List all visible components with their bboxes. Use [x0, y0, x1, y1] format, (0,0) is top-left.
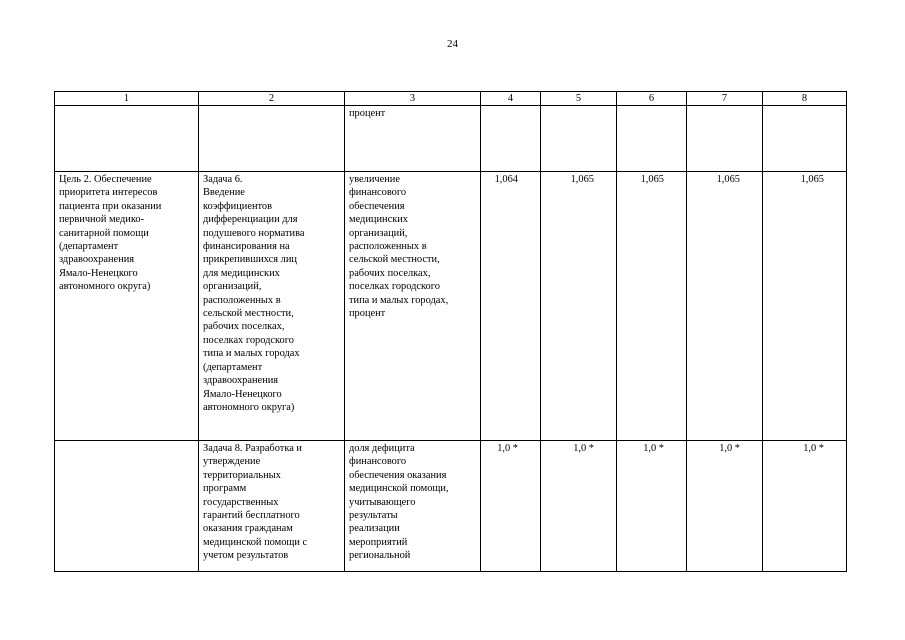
value-cell: 1,065 [687, 172, 763, 441]
value-cell: 1,0 * [617, 441, 687, 572]
table-row [55, 172, 847, 441]
column-number: 4 [481, 92, 541, 106]
value-cell: 1,065 [763, 172, 847, 441]
value-cell: 1,0 * [541, 441, 617, 572]
column-number: 5 [541, 92, 617, 106]
value-cell: 1,064 [481, 172, 541, 441]
column-number: 3 [345, 92, 481, 106]
value-cell [687, 106, 763, 172]
table-row [55, 106, 847, 172]
task-cell [199, 106, 345, 172]
value-cell: 1,0 * [763, 441, 847, 572]
indicator-cell: доля дефицита финансового обеспечения оказания медицинской помощи, учитывающего результаты реализации мероприятий региональной [345, 441, 481, 572]
value-cell [481, 106, 541, 172]
column-number: 1 [55, 92, 199, 106]
indicator-cell: процент [345, 106, 481, 172]
value-cell [617, 106, 687, 172]
column-number: 6 [617, 92, 687, 106]
indicator-cell: увеличение финансового обеспечения медицинских организаций, расположенных в сельской местности, рабочих поселках, поселках городского типа и малых городах, процент [345, 172, 481, 441]
task-cell: Задача 6. Введение коэффициентов дифференциации для подушевого норматива финансирования на прикрепившихся лиц для медицинских организаций, расположенных в сельской местности, рабочих поселках, поселках городского типа и малых городах (департамент здравоохранения Ямало-Ненецкого автономного округа) [199, 172, 345, 441]
column-number: 2 [199, 92, 345, 106]
goal-cell: Цель 2. Обеспечение приоритета интересов пациента при оказании первичной медико- санитарной помощи (департамент здравоохранения Ямало-Ненецкого автономного округа) [55, 172, 199, 441]
value-cell [763, 106, 847, 172]
value-cell: 1,065 [541, 172, 617, 441]
page-number: 24 [447, 38, 458, 50]
value-cell: 1,065 [617, 172, 687, 441]
value-cell: 1,0 * [481, 441, 541, 572]
value-cell: 1,0 * [687, 441, 763, 572]
goal-cell [55, 106, 199, 172]
table-row [55, 441, 847, 572]
task-cell: Задача 8. Разработка и утверждение территориальных программ государственных гарантий бесплатного оказания гражданам медицинской помощи с учетом результатов [199, 441, 345, 572]
column-number: 8 [763, 92, 847, 106]
table-header-row [55, 92, 847, 106]
column-number: 7 [687, 92, 763, 106]
indicators-table [54, 91, 847, 572]
value-cell [541, 106, 617, 172]
goal-cell [55, 441, 199, 572]
